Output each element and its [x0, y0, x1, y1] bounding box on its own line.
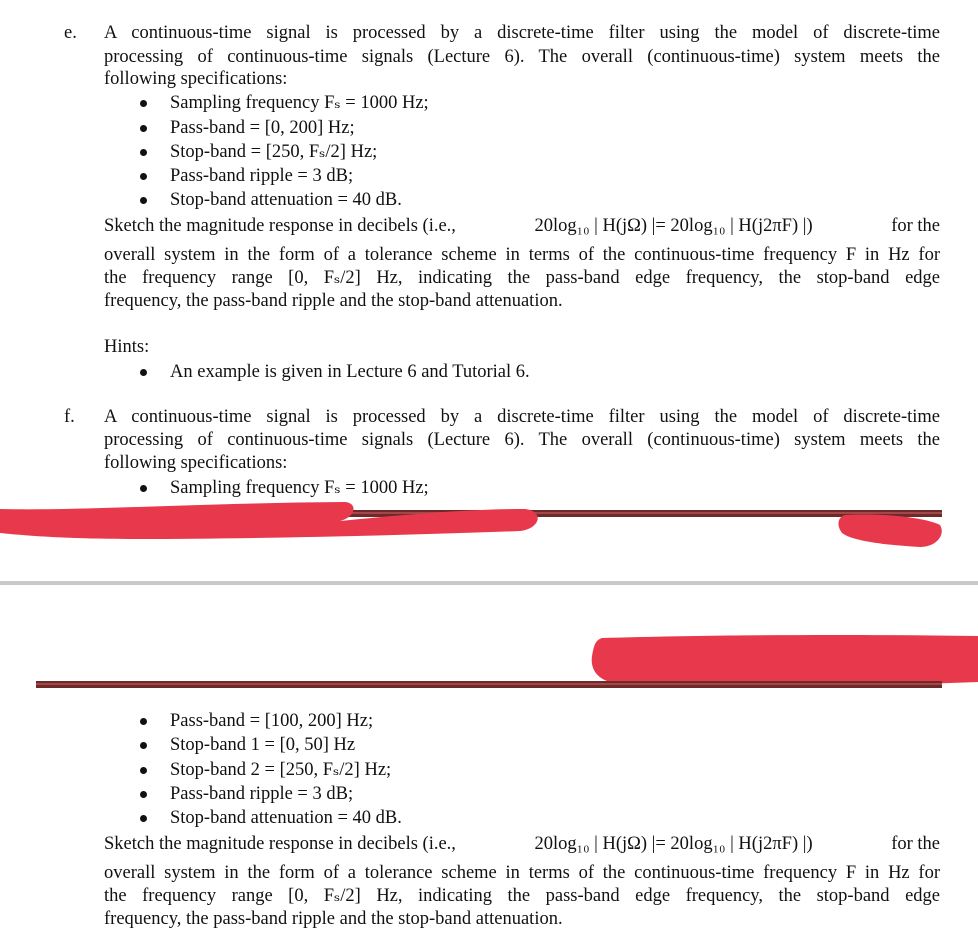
part-e-spec-3: Stop-band = [250, Fₛ/2] Hz;	[170, 142, 378, 162]
redaction-mark	[0, 495, 978, 555]
part-f-spec-5: Pass-band ripple = 3 dB;	[170, 784, 354, 804]
hint-item-1: An example is given in Lecture 6 and Tutorial 6.	[170, 362, 530, 382]
part-f-spec-3: Stop-band 1 = [0, 50] Hz	[170, 735, 356, 755]
part-f-intro-line-3: following specifications:	[104, 453, 288, 473]
part-e-spec-5: Stop-band attenuation = 40 dB.	[170, 190, 402, 210]
bullet-dot	[138, 713, 150, 725]
part-e-spec-4: Pass-band ripple = 3 dB;	[170, 166, 354, 186]
part-f-sketch-line-1	[104, 832, 940, 856]
part-f-sketch-line-4: frequency, the pass-band ripple and the stop-band attenuation.	[104, 909, 563, 929]
part-f-sketch-line-2: overall system in the form of a tolerance scheme in terms of the continuous-time frequency F in Hz for	[104, 863, 940, 883]
part-e-sketch-line-4: frequency, the pass-band ripple and the stop-band attenuation.	[104, 291, 563, 311]
part-f-intro-line-2: processing of continuous-time signals (Lecture 6). The overall (continuous-time) system meets the	[104, 430, 940, 450]
part-e-sketch-line-1	[104, 214, 940, 238]
magnitude-equation: 20log₁₀ | H(jΩ) |= 20log₁₀ | H(j2πF) |)	[534, 834, 813, 854]
part-e-label: e.	[64, 23, 77, 43]
bullet-dot	[138, 737, 150, 749]
part-f-spec-2: Pass-band = [100, 200] Hz;	[170, 711, 374, 731]
bullet-dot	[138, 192, 150, 204]
part-e-sketch-line-2: overall system in the form of a tolerance scheme in terms of the continuous-time frequency F in Hz for	[104, 245, 940, 265]
part-f-spec-4: Stop-band 2 = [250, Fₛ/2] Hz;	[170, 760, 392, 780]
bullet-dot	[138, 168, 150, 180]
bullet-dot	[138, 480, 150, 492]
part-f-spec-1: Sampling frequency Fₛ = 1000 Hz;	[170, 478, 429, 498]
bullet-dot	[138, 120, 150, 132]
part-e-spec-1: Sampling frequency Fₛ = 1000 Hz;	[170, 93, 429, 113]
bullet-dot	[138, 364, 150, 376]
bullet-dot	[138, 786, 150, 798]
part-e-intro-line-3: following specifications:	[104, 69, 288, 89]
bullet-dot	[138, 144, 150, 156]
part-f-spec-6: Stop-band attenuation = 40 dB.	[170, 808, 402, 828]
sketch-text-pre: Sketch the magnitude response in decibels (i.e.,	[104, 216, 456, 236]
bullet-dot	[138, 95, 150, 107]
part-f-label: f.	[64, 407, 75, 427]
page-rule	[36, 681, 942, 688]
magnitude-equation: 20log₁₀ | H(jΩ) |= 20log₁₀ | H(j2πF) |)	[534, 216, 813, 236]
part-e-sketch-line-3: the frequency range [0, Fₛ/2] Hz, indicating the pass-band edge frequency, the stop-band edge	[104, 268, 940, 288]
bullet-dot	[138, 762, 150, 774]
part-e-spec-2: Pass-band = [0, 200] Hz;	[170, 118, 355, 138]
page-separator	[0, 581, 978, 585]
part-f-intro-line-1: A continuous-time signal is processed by a discrete-time filter using the model of discrete-time	[104, 407, 940, 427]
hints-label: Hints:	[104, 337, 150, 357]
part-e-intro-line-2: processing of continuous-time signals (Lecture 6). The overall (continuous-time) system meets the	[104, 47, 940, 67]
part-e-intro-line-1: A continuous-time signal is processed by a discrete-time filter using the model of discrete-time	[104, 23, 940, 43]
sketch-text-post: for the	[891, 216, 940, 236]
bullet-dot	[138, 810, 150, 822]
sketch-text-post: for the	[891, 834, 940, 854]
sketch-text-pre: Sketch the magnitude response in decibels (i.e.,	[104, 834, 456, 854]
part-f-sketch-line-3: the frequency range [0, Fₛ/2] Hz, indicating the pass-band edge frequency, the stop-band edge	[104, 886, 940, 906]
